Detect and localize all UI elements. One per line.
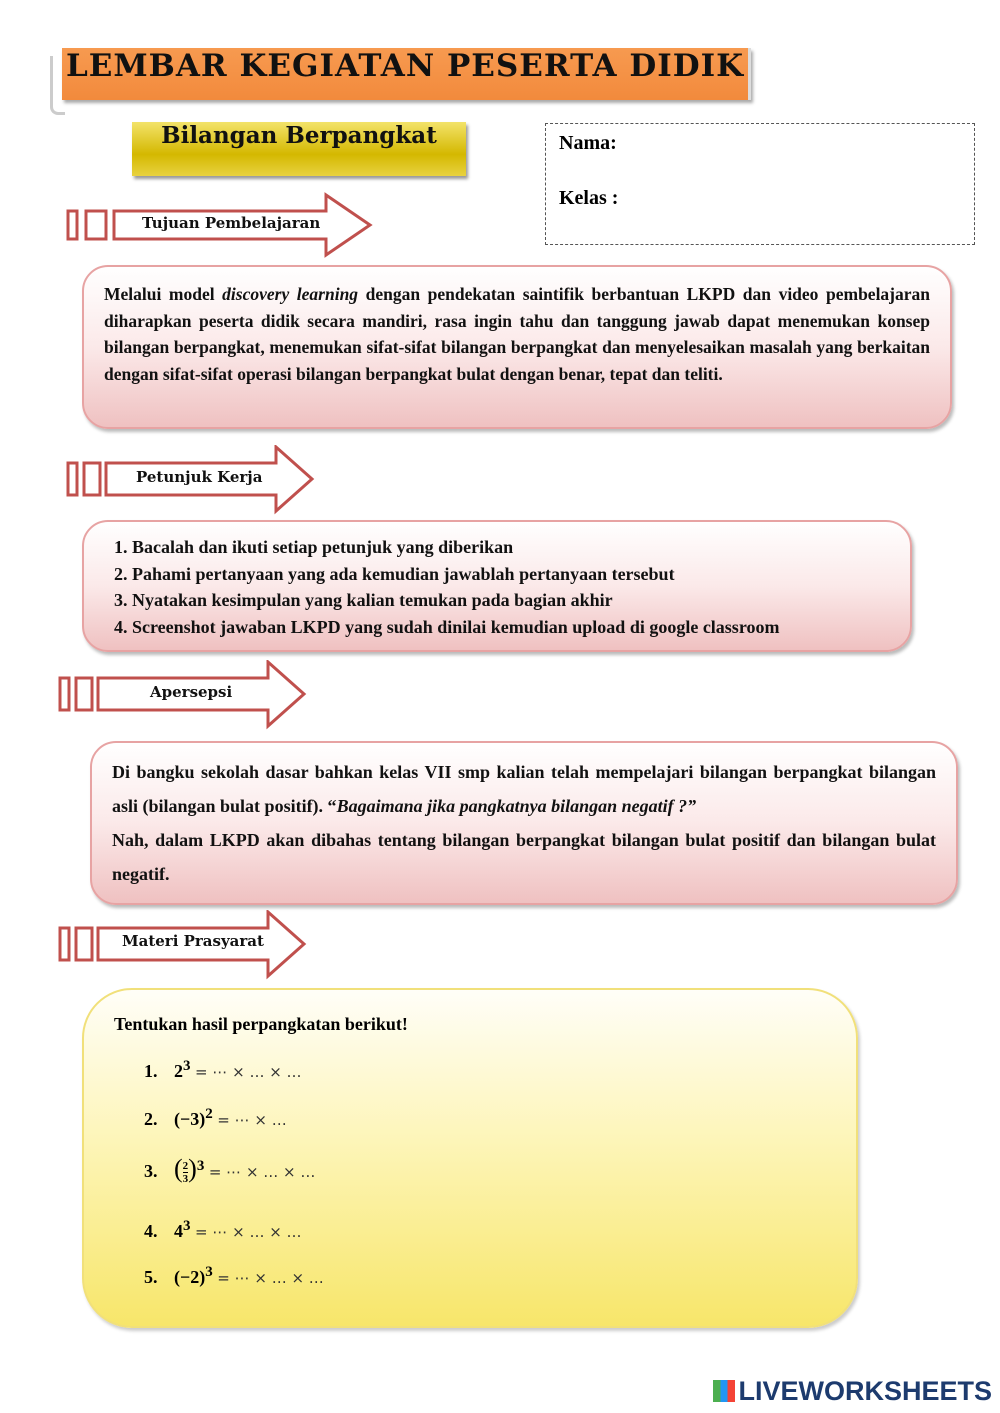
question-4 [144, 1218, 302, 1242]
class-label: Kelas : [559, 187, 619, 209]
section-heading: Materi Prasyarat [122, 932, 264, 950]
section-heading: Apersepsi [150, 683, 233, 701]
section-heading: Petunjuk Kerja [136, 468, 263, 486]
tujuan-box [82, 265, 952, 429]
q-num: 1. [144, 1061, 158, 1081]
section-heading: Tujuan Pembelajaran [142, 214, 321, 232]
q-num: 5. [144, 1267, 158, 1287]
prasyarat-box [82, 988, 858, 1328]
q-rhs: = ⋯ × … × … [217, 1269, 324, 1287]
q-exp: 3 [196, 1158, 205, 1174]
question-1 [144, 1058, 302, 1082]
logo-icon [713, 1380, 735, 1402]
q-numerator: 2 [182, 1160, 189, 1173]
apersepsi-box [90, 741, 958, 905]
q-base: 4 [174, 1221, 183, 1241]
question-5 [144, 1264, 324, 1288]
q-rhs: = ⋯ × … × … [195, 1223, 302, 1241]
q-exp: 2 [205, 1106, 213, 1122]
logo-text: LIVEWORKSHEETS [738, 1376, 992, 1406]
q-base: (−3) [174, 1109, 206, 1129]
section-header-apersepsi [58, 660, 308, 730]
list-item: 3. Nyatakan kesimpulan yang kalian temukan pada bagian akhir [132, 587, 910, 614]
q-exp: 3 [183, 1058, 191, 1074]
tujuan-text-rest: dengan pendekatan saintifik berbantuan LKPD dan video pembelajaran diharapkan peserta didik secara mandiri, rasa ingin tahu dan tanggung jawab dapat menemukan konsep bilangan berpangkat, menemukan sifat-sifat bilangan berpangkat dan menyelesaikan masalah yang berkaitan dengan sifat-sifat operasi bilangan berpangkat bulat dengan benar, tepat dan teliti. [104, 284, 931, 384]
q-rhs: = ⋯ × … × … [208, 1163, 316, 1181]
identity-box [545, 123, 975, 245]
q-num: 2. [144, 1109, 158, 1129]
q-base: 2 [174, 1061, 183, 1081]
q-exp: 3 [205, 1264, 213, 1280]
q-num: 4. [144, 1221, 158, 1241]
liveworksheets-logo [713, 1376, 992, 1407]
list-item: 1. Bacalah dan ikuti setiap petunjuk yang diberikan [132, 534, 910, 561]
q-rhs: = ⋯ × … × … [195, 1063, 302, 1081]
page-title: LEMBAR KEGIATAN PESERTA DIDIK [65, 48, 745, 84]
tujuan-emphasis: discovery learning [222, 284, 359, 304]
q-exp: 3 [183, 1218, 191, 1234]
topic-badge: Bilangan Berpangkat [132, 122, 466, 176]
title-banner [62, 48, 751, 100]
instruction: Tentukan hasil perpangkatan berikut! [114, 1014, 408, 1034]
question-3: 3. ( $\frac{2}{3}$ )$^3$ = ⋯ × … × … [144, 1154, 316, 1186]
tujuan-text: Melalui model [104, 284, 223, 304]
q-base: (−2) [174, 1267, 206, 1287]
apersepsi-text: Di bangku sekolah dasar bahkan kelas VII smp kalian telah mempelajari bilangan berpangkat bilangan asli (bilangan bulat positif). “ [112, 762, 936, 816]
q-rhs: = ⋯ × … [217, 1111, 287, 1129]
apersepsi-text-2: Nah, dalam LKPD akan dibahas tentang bilangan berpangkat bilangan bulat positif dan bilangan bulat negatif. [112, 830, 936, 884]
section-header-prasyarat [58, 910, 308, 980]
section-header-tujuan [66, 192, 376, 258]
q-num: 3. [144, 1161, 158, 1181]
apersepsi-question: Bagaimana jika pangkatnya bilangan negatif ?” [336, 796, 697, 816]
list-item: 2. Pahami pertanyaan yang ada kemudian jawablah pertanyaan tersebut [132, 561, 910, 588]
petunjuk-box [82, 520, 912, 652]
q-denominator: 3 [182, 1173, 189, 1186]
section-header-petunjuk [66, 445, 316, 515]
list-item: 4. Screenshot jawaban LKPD yang sudah dinilai kemudian upload di google classroom [132, 614, 910, 641]
question-2 [144, 1106, 287, 1130]
petunjuk-list [84, 534, 910, 640]
name-label: Nama: [559, 132, 617, 154]
